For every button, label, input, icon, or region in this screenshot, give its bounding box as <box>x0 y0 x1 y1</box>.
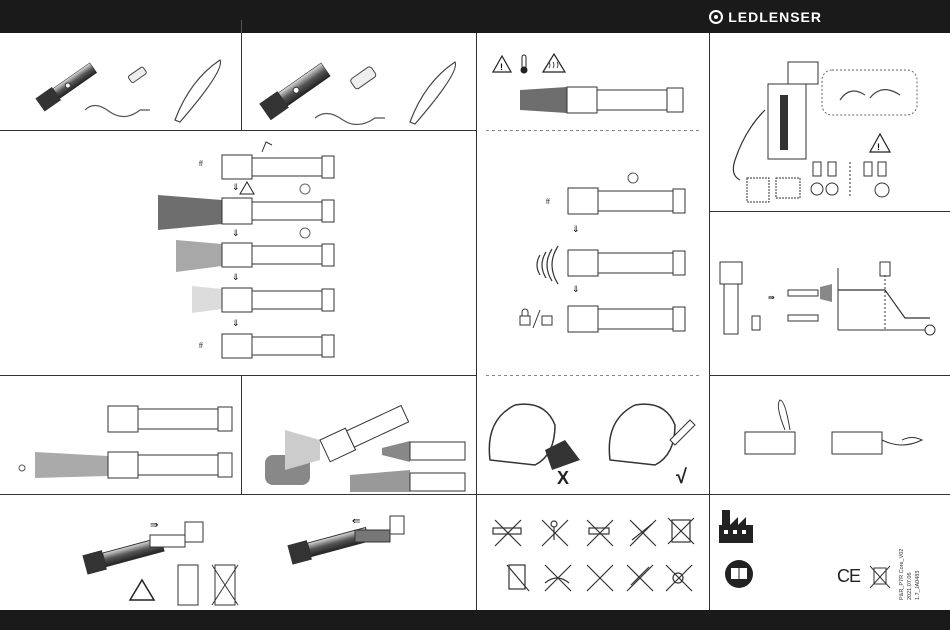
weee-icon <box>870 566 890 588</box>
mode-off-label: ff <box>199 161 203 168</box>
prohibited-actions <box>493 518 694 591</box>
svg-text:⇓: ⇓ <box>572 284 580 294</box>
charge-diagram <box>720 262 935 335</box>
torch-row-4 <box>192 286 334 313</box>
battery-replacement <box>82 516 404 605</box>
svg-text:⇛: ⇛ <box>768 293 775 302</box>
package-contents-1 <box>35 60 220 122</box>
mode-off-label: ff <box>199 343 203 350</box>
warning-symbols <box>493 54 683 113</box>
mode-sequence <box>158 142 334 358</box>
torch-row-2 <box>158 182 334 230</box>
torch-row-1 <box>222 142 334 179</box>
doc-date: 2021.07.06 <box>907 572 913 600</box>
mode-off-label: ff <box>546 199 550 206</box>
ce-mark: CE <box>837 566 861 586</box>
result-wrong: X <box>557 468 570 488</box>
svg-text:⇓: ⇓ <box>232 228 240 238</box>
manufacturer-info <box>719 510 890 588</box>
factory-icon <box>719 510 753 543</box>
brand-name: LEDLENSER <box>728 9 822 25</box>
svg-text:⇓: ⇓ <box>232 318 240 328</box>
lock-sequence <box>520 173 685 332</box>
focus-illustration <box>19 403 465 492</box>
doc-part: 1.7_JA0483 <box>915 570 921 600</box>
read-manual-icon <box>725 560 753 588</box>
result-right: √ <box>676 466 687 488</box>
svg-text:⇓: ⇓ <box>232 272 240 282</box>
svg-text:⇓: ⇓ <box>232 182 240 192</box>
torch-row-3 <box>176 228 334 272</box>
lanyard-illustration <box>745 400 922 454</box>
svg-text:!: ! <box>877 142 880 152</box>
charging-illustration <box>733 62 917 202</box>
document-info <box>899 548 921 601</box>
doc-code: P&R_P7R Core_V02 <box>899 548 905 600</box>
package-contents-2 <box>259 61 455 124</box>
torch-row-5 <box>222 334 334 358</box>
bottom-bar <box>0 610 950 630</box>
svg-text:⇓: ⇓ <box>572 224 580 234</box>
svg-text:!: ! <box>500 62 503 72</box>
holster-illustration <box>489 404 695 470</box>
svg-text:⇚: ⇚ <box>352 516 361 527</box>
svg-text:⇛: ⇛ <box>150 520 159 531</box>
